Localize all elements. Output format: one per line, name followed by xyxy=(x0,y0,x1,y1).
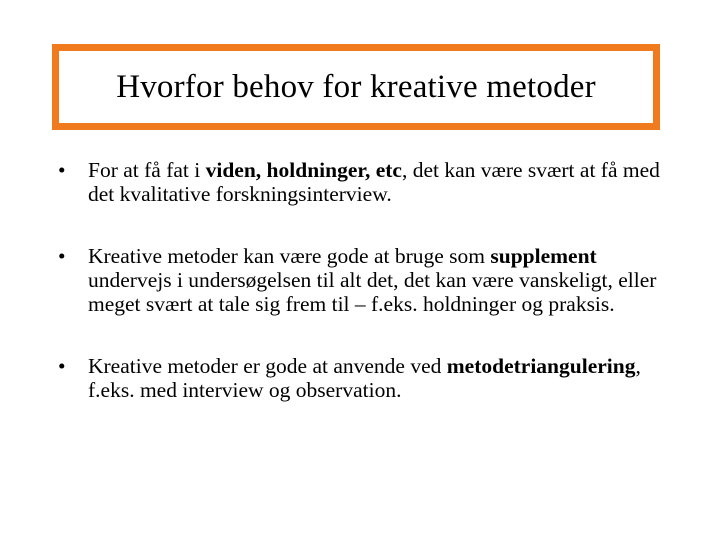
bullet-item-3 xyxy=(58,354,678,402)
bullet-list xyxy=(58,158,678,402)
bullet-3-text-rest: , f.eks. med interview og observation. xyxy=(88,354,641,402)
slide-title: Hvorfor behov for kreative metoder xyxy=(116,68,596,105)
bullet-marker: • xyxy=(58,158,66,182)
bullet-item-1 xyxy=(58,158,678,206)
bullet-item-2 xyxy=(58,244,678,316)
bullet-marker: • xyxy=(58,354,66,378)
bullet-2-text: Kreative metoder kan være gode at bruge som xyxy=(88,244,491,268)
bullet-2-text-rest: undervejs i undersøgelsen til alt det, det kan være vanskeligt, eller meget svært at tale sig frem til – f.eks. holdninger og praksis. xyxy=(88,268,657,316)
bullet-3-text: Kreative metoder er gode at anvende ved xyxy=(88,354,447,378)
bullet-1-text-rest: , det kan være svært at få med det kvalitative forskningsinterview. xyxy=(88,158,660,206)
bullet-1-text: For at få fat i xyxy=(88,158,206,182)
bullet-1-emphasis: viden, holdninger, etc xyxy=(205,158,402,182)
bullet-2-emphasis: supplement xyxy=(490,244,597,268)
title-frame xyxy=(52,44,660,130)
bullet-3-emphasis: metodetriangulering xyxy=(446,354,636,378)
bullet-marker: • xyxy=(58,244,66,268)
